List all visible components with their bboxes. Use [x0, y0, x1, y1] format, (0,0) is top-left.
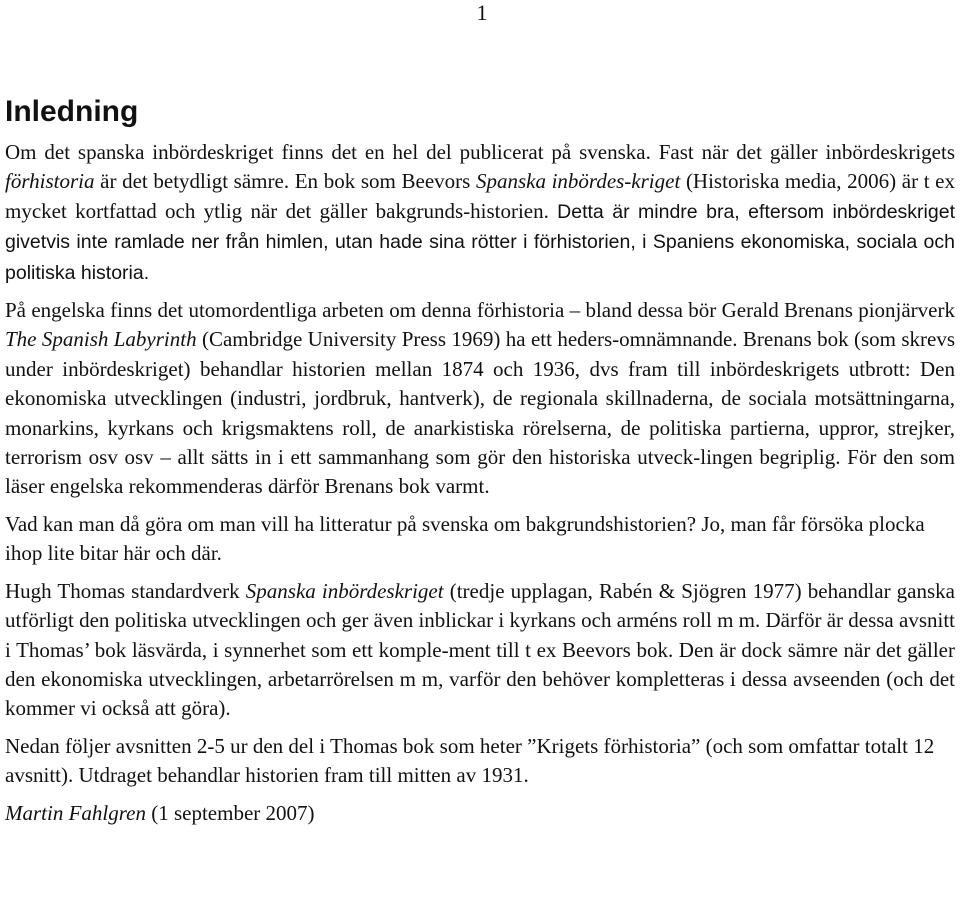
intro-book-title: Spanska inbördes-kriget — [475, 169, 681, 194]
paragraph-english-works — [5, 296, 955, 502]
signature-date: (1 september 2007) — [145, 800, 315, 825]
english-text-2: (Cambridge University Press 1969) ha ett heders-omnämnande. Brenans bok (som skrevs under inbördeskriget) behandlar historien mellan 1874 och 1936, dvs fram till inbördeskrigets utbrott: Den ekonomiska utvecklingen (industri, jordbruk, hantverk), de regionala skillnaderna, de sociala motsättningarna, monarkins, kyrkans och krigsmaktens roll, de anarkistiska rörelserna, de politiska partierna, uppror, strejker, terrorism osv osv – allt sätts in i ett sammanhang som gör den historiska utveck-lingen begriplig. För den som läser engelska rekommenderas därför Brenans bok varmt. — [5, 327, 955, 499]
body-text — [5, 138, 955, 828]
page-number: 1 — [476, 0, 488, 25]
signature — [5, 799, 955, 828]
signature-author: Martin Fahlgren — [5, 800, 146, 825]
paragraph-thomas — [5, 577, 955, 724]
intro-emphasis-1: förhistoria — [5, 169, 95, 194]
paragraph-question: Vad kan man då göra om man vill ha litteratur på svenska om bakgrundshistorien? Jo, man får försöka plocka ihop lite bitar här och där. — [5, 511, 925, 566]
intro-text-3: (Historiska media, 2006) är t ex mycket kortfattad och ytlig när det gäller bakgrunds-historien. — [5, 169, 956, 223]
thomas-text-2: (tredje upplagan, Rabén & Sjögren 1977) behandlar ganska utförligt den politiska utvecklingen och ger även inblickar i kyrkans och arméns roll m m. Därför är dessa avsnitt i Thomas’ bok läsvärda, i synnerhet som ett komple-ment till t ex Beevors bok. Den är dock sämre när det gäller den ekonomiska utvecklingen, arbetarrörelsen m m, varför den behöver kompletteras i dessa avseenden (och det kommer vi också att göra). — [5, 578, 955, 721]
paragraph-intro — [5, 138, 955, 288]
intro-text-2: är det betydligt sämre. En bok som Beevors — [94, 169, 476, 194]
english-text-1: På engelska finns det utomordentliga arbeten om denna förhistoria – bland dessa bör Gerald Brenans pionjärverk — [5, 298, 955, 323]
section-heading: Inledning — [5, 95, 139, 128]
intro-text-4: Detta är mindre bra, eftersom inbördeskriget givetvis inte ramlade ner från himlen, utan hade sina rötter i förhistorien, i Spaniens ekonomiska, sociala och politiska historia. — [5, 200, 955, 284]
intro-text-1: Om det spanska inbördeskriget finns det en hel del publicerat på svenska. Fast när det gäller inbördeskrigets — [5, 140, 955, 164]
thomas-text-1: Hugh Thomas standardverk — [5, 578, 246, 603]
thomas-book-title: Spanska inbördeskriget — [245, 578, 444, 603]
paragraph-excerpt-note: Nedan följer avsnitten 2-5 ur den del i Thomas bok som heter ”Krigets förhistoria” (och som omfattar totalt 12 avsnitt). Utdraget behandlar historien fram till mitten av 1931. — [5, 733, 935, 788]
english-book-title: The Spanish Labyrinth — [5, 327, 197, 352]
